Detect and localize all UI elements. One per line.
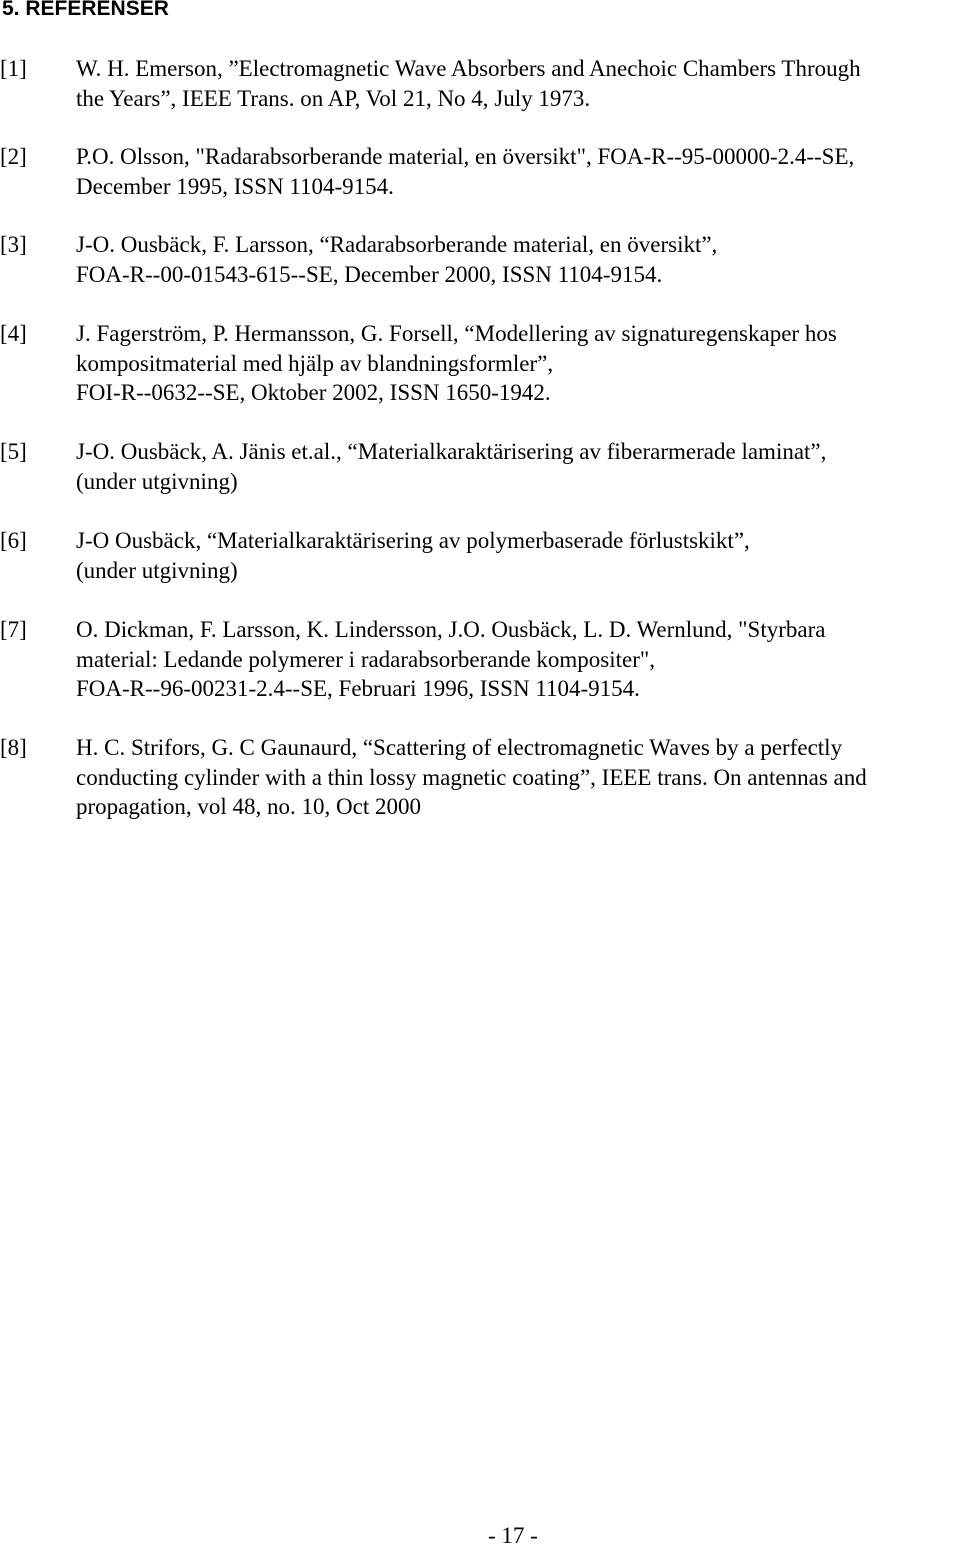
reference-5 (0, 437, 958, 496)
reference-1 (0, 54, 958, 113)
reference-line: material: Ledande polymerer i radarabsorberande kompositer", (76, 646, 656, 672)
reference-number: [3] (0, 232, 27, 257)
reference-text (76, 142, 958, 201)
reference-line: J-O. Ousbäck, F. Larsson, “Radarabsorberande material, en översikt”, (76, 232, 718, 257)
reference-7 (0, 615, 958, 704)
reference-line: FOA-R--96-00231-2.4--SE, Februari 1996, ISSN 1104-9154. (76, 676, 640, 701)
reference-line: kompositmaterial med hjälp av blandningsformler”, (76, 350, 554, 376)
reference-line: J-O Ousbäck, “Materialkaraktärisering av polymerbaserade förlustskikt”, (76, 528, 750, 553)
reference-number: [6] (0, 528, 27, 553)
section-heading: 5. REFERENSER (2, 0, 169, 20)
reference-line: (under utgivning) (76, 557, 238, 583)
reference-text (76, 615, 958, 704)
reference-2 (0, 142, 958, 201)
reference-number: [5] (0, 439, 27, 464)
reference-line: H. C. Strifors, G. C Gaunaurd, “Scattering of electromagnetic Waves by a perfectly (76, 735, 843, 760)
reference-line: (under utgivning) (76, 468, 238, 494)
reference-number: [7] (0, 617, 27, 642)
reference-text (76, 54, 958, 113)
reference-number: [4] (0, 321, 27, 346)
reference-text (76, 733, 958, 822)
reference-line: FOA-R--00-01543-615--SE, December 2000, ISSN 1104-9154. (76, 261, 663, 287)
reference-line: J-O. Ousbäck, A. Jänis et.al., “Materialkaraktärisering av fiberarmerade laminat”, (76, 439, 827, 464)
page-number: - 17 - (488, 1523, 538, 1548)
reference-line: December 1995, ISSN 1104-9154. (76, 173, 394, 199)
reference-number: [1] (0, 56, 27, 81)
reference-line: P.O. Olsson, "Radarabsorberande material, en översikt", FOA-R--95-00000-2.4--SE, (76, 144, 855, 169)
reference-text (76, 526, 958, 585)
reference-line: J. Fagerström, P. Hermansson, G. Forsell, “Modellering av signaturegenskaper hos (76, 321, 837, 346)
reference-number: [2] (0, 144, 27, 169)
reference-line: O. Dickman, F. Larsson, K. Lindersson, J.O. Ousbäck, L. D. Wernlund, "Styrbara (76, 617, 826, 642)
reference-line: conducting cylinder with a thin lossy magnetic coating”, IEEE trans. On antennas and (76, 764, 867, 790)
reference-6 (0, 526, 958, 585)
reference-line: FOI-R--0632--SE, Oktober 2002, ISSN 1650-1942. (76, 380, 551, 405)
reference-text (76, 230, 958, 289)
reference-4 (0, 319, 958, 408)
reference-line: propagation, vol 48, no. 10, Oct 2000 (76, 794, 421, 819)
reference-text (76, 319, 958, 408)
reference-3 (0, 230, 958, 289)
reference-number: [8] (0, 735, 27, 760)
reference-8 (0, 733, 958, 822)
reference-text (76, 437, 958, 496)
reference-line: W. H. Emerson, ”Electromagnetic Wave Absorbers and Anechoic Chambers Through (76, 56, 861, 81)
reference-line: the Years”, IEEE Trans. on AP, Vol 21, No 4, July 1973. (76, 85, 591, 111)
